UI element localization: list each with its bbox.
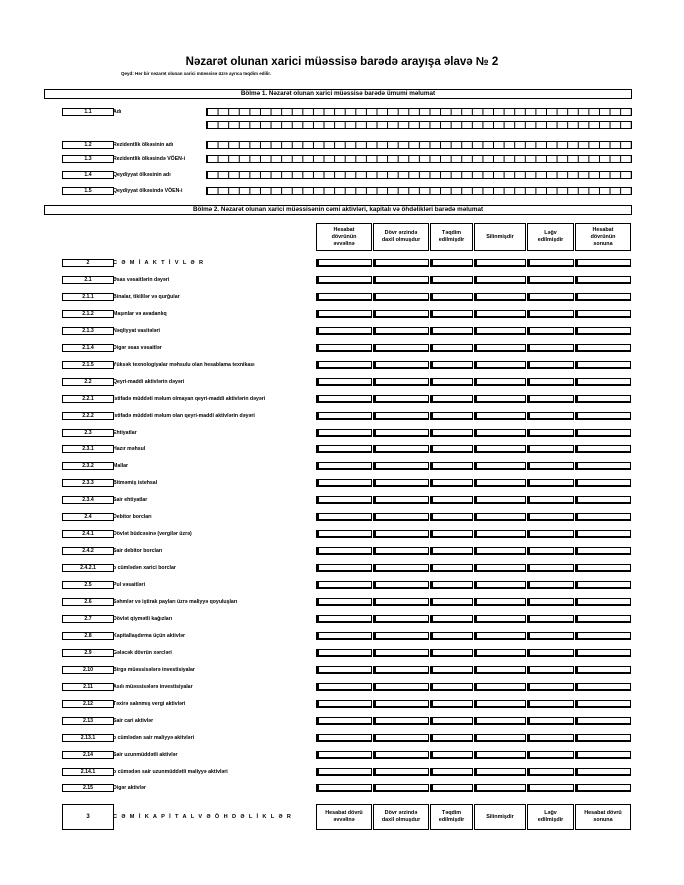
value-input-cell[interactable] bbox=[527, 581, 574, 589]
row-code: 2.1.2 bbox=[62, 310, 114, 318]
value-input-cell[interactable] bbox=[316, 344, 372, 352]
row-label: Yüksək texnologiyalar məhsulu olan hesablama texnikası bbox=[113, 362, 255, 368]
row-label: Hazır məhsul bbox=[113, 446, 146, 452]
value-input-cell[interactable] bbox=[474, 344, 526, 352]
value-input-cell[interactable] bbox=[430, 598, 473, 606]
value-input-cell[interactable] bbox=[575, 395, 631, 403]
row-label: Sair debitor borcları bbox=[113, 548, 163, 554]
value-input-cell[interactable] bbox=[575, 276, 631, 284]
value-input-cell[interactable] bbox=[474, 751, 526, 759]
page-title: Nəzarət olunan xarici müəssisə barədə arayışa əlavə № 2 bbox=[185, 56, 499, 68]
value-input-cell[interactable] bbox=[430, 513, 473, 521]
value-input-cell[interactable] bbox=[527, 564, 574, 572]
column-header: Hesabat dövrünün əvvəlinə bbox=[316, 223, 372, 251]
value-input-cell[interactable] bbox=[575, 378, 631, 386]
value-input-cell[interactable] bbox=[430, 378, 473, 386]
value-input-cell[interactable] bbox=[316, 496, 372, 504]
value-input-cell[interactable] bbox=[474, 734, 526, 742]
value-input-cell[interactable] bbox=[575, 784, 631, 792]
column-header: Silinmişdir bbox=[474, 223, 526, 251]
value-input-cell[interactable] bbox=[316, 615, 372, 623]
value-input-cell[interactable] bbox=[474, 513, 526, 521]
value-input-cell[interactable] bbox=[474, 784, 526, 792]
row-code: 2.3.2 bbox=[62, 462, 114, 470]
value-input-cell[interactable] bbox=[527, 361, 574, 369]
row-code: 2.4.2.1 bbox=[62, 564, 114, 572]
row-code: 2.14.1 bbox=[62, 768, 114, 776]
value-input-cell[interactable] bbox=[373, 479, 429, 487]
row-code: 2.4.2 bbox=[62, 547, 114, 555]
row-label: Mallar bbox=[113, 463, 128, 469]
value-input-cell[interactable] bbox=[527, 615, 574, 623]
row-code: 2.3.1 bbox=[62, 445, 114, 453]
value-input-cell[interactable] bbox=[474, 327, 526, 335]
value-input-cell[interactable] bbox=[575, 445, 631, 453]
value-input-cell[interactable] bbox=[474, 700, 526, 708]
row-label: Qeydiyyat ölkəsinin adı bbox=[113, 172, 171, 178]
value-input-cell[interactable] bbox=[430, 293, 473, 301]
section-2-heading: Bölmə 2. Nəzarət olunan xarici müəssisənin cəmi aktivləri, kapitalı və öhdəlikləri barədə məlumat bbox=[44, 205, 632, 215]
value-input-cell[interactable] bbox=[316, 327, 372, 335]
value-input-cell[interactable] bbox=[430, 784, 473, 792]
value-input-cell[interactable] bbox=[575, 734, 631, 742]
row-label: o cümədən sair uzunmüddətli maliyyə aktivləri bbox=[113, 769, 228, 775]
row-label: Rezidentlik ölkəsinin adı bbox=[113, 142, 174, 148]
value-input-cell[interactable] bbox=[373, 649, 429, 657]
value-input-cell[interactable] bbox=[474, 615, 526, 623]
total-row-label: C Ə M İ K A P İ T A L V Ə Ö H D Ə L İ K L Ə R bbox=[113, 814, 293, 820]
row-label: Digər aktivlər bbox=[113, 785, 146, 791]
value-input-cell[interactable] bbox=[373, 445, 429, 453]
value-input-cell[interactable] bbox=[527, 784, 574, 792]
value-input-cell[interactable] bbox=[474, 429, 526, 437]
value-input-cell[interactable] bbox=[430, 649, 473, 657]
value-input-cell[interactable] bbox=[373, 615, 429, 623]
value-input-cell[interactable] bbox=[316, 513, 372, 521]
row-label: Əsas vəsaitlərin dəyəri bbox=[113, 277, 170, 283]
value-input-cell[interactable] bbox=[373, 259, 429, 267]
value-input-cell[interactable] bbox=[575, 361, 631, 369]
value-input-cell[interactable] bbox=[430, 666, 473, 674]
row-label: Sair cari aktivlər bbox=[113, 718, 154, 724]
value-input-cell[interactable] bbox=[527, 445, 574, 453]
value-input-cell[interactable] bbox=[430, 768, 473, 776]
value-input-cell[interactable] bbox=[430, 700, 473, 708]
value-input-cell[interactable] bbox=[474, 361, 526, 369]
value-input-cell[interactable] bbox=[575, 530, 631, 538]
value-input-cell[interactable] bbox=[373, 666, 429, 674]
row-label: C Ə M İ A K T İ V L Ə R bbox=[113, 260, 205, 266]
char-input-cells[interactable] bbox=[206, 141, 632, 149]
row-code: 1.4 bbox=[62, 171, 114, 179]
value-input-cell[interactable] bbox=[430, 462, 473, 470]
value-input-cell[interactable] bbox=[527, 327, 574, 335]
value-input-cell[interactable] bbox=[575, 598, 631, 606]
row-code: 2.3.4 bbox=[62, 496, 114, 504]
value-input-cell[interactable] bbox=[474, 649, 526, 657]
value-input-cell[interactable] bbox=[430, 632, 473, 640]
row-code: 2.1.3 bbox=[62, 327, 114, 335]
row-code: 2.4 bbox=[62, 513, 114, 521]
row-label: Gələcək dövrün xərcləri bbox=[113, 650, 172, 656]
value-input-cell[interactable] bbox=[527, 276, 574, 284]
value-input-cell[interactable] bbox=[316, 378, 372, 386]
value-input-cell[interactable] bbox=[575, 344, 631, 352]
value-input-cell[interactable] bbox=[316, 530, 372, 538]
value-input-cell[interactable] bbox=[373, 768, 429, 776]
value-input-cell[interactable] bbox=[373, 598, 429, 606]
value-input-cell[interactable] bbox=[373, 683, 429, 691]
value-input-cell[interactable] bbox=[373, 412, 429, 420]
value-input-cell[interactable] bbox=[373, 327, 429, 335]
value-input-cell[interactable] bbox=[575, 429, 631, 437]
row-code: 2.15 bbox=[62, 784, 114, 792]
total-row-code: 3 bbox=[62, 804, 114, 830]
column-header: Ləğv edilmişdir bbox=[527, 223, 574, 251]
row-label: Sair ehtiyatlar bbox=[113, 497, 148, 503]
row-code: 1.1 bbox=[62, 108, 114, 116]
value-input-cell[interactable] bbox=[474, 462, 526, 470]
row-label: Adı bbox=[113, 109, 122, 115]
value-input-cell[interactable] bbox=[474, 259, 526, 267]
row-code: 2.10 bbox=[62, 666, 114, 674]
value-input-cell[interactable] bbox=[430, 564, 473, 572]
value-input-cell[interactable] bbox=[430, 344, 473, 352]
row-label: Səhmlər və iştirak payları üzrə maliyyə qoyuluşları bbox=[113, 599, 238, 605]
value-input-cell[interactable] bbox=[430, 547, 473, 555]
row-code: 2.1.4 bbox=[62, 344, 114, 352]
row-label: o cümlədən xarici borclar bbox=[113, 565, 176, 571]
row-code: 2.7 bbox=[62, 615, 114, 623]
value-input-cell[interactable] bbox=[575, 683, 631, 691]
row-code: 2.3.3 bbox=[62, 479, 114, 487]
value-input-cell[interactable] bbox=[316, 479, 372, 487]
value-input-cell[interactable] bbox=[575, 496, 631, 504]
value-input-cell[interactable] bbox=[373, 462, 429, 470]
value-input-cell[interactable] bbox=[316, 395, 372, 403]
value-input-cell[interactable] bbox=[474, 276, 526, 284]
value-input-cell[interactable] bbox=[474, 598, 526, 606]
value-input-cell[interactable] bbox=[430, 734, 473, 742]
value-input-cell[interactable] bbox=[316, 632, 372, 640]
value-input-cell[interactable] bbox=[474, 632, 526, 640]
row-label: Asılı müəssisələrə investisiyalar bbox=[113, 684, 193, 690]
value-input-cell[interactable] bbox=[575, 259, 631, 267]
row-label: Qeyri-maddi aktivlərin dəyəri bbox=[113, 379, 185, 385]
value-input-cell[interactable] bbox=[316, 361, 372, 369]
value-input-cell[interactable] bbox=[575, 632, 631, 640]
value-input-cell[interactable] bbox=[373, 344, 429, 352]
row-code: 2.2.1 bbox=[62, 395, 114, 403]
value-input-cell[interactable] bbox=[527, 310, 574, 318]
char-input-cells[interactable] bbox=[206, 108, 632, 116]
value-input-cell[interactable] bbox=[316, 751, 372, 759]
value-input-cell[interactable] bbox=[316, 412, 372, 420]
value-input-cell[interactable] bbox=[316, 564, 372, 572]
value-input-cell[interactable] bbox=[316, 784, 372, 792]
value-input-cell[interactable] bbox=[474, 412, 526, 420]
row-code: 2.3 bbox=[62, 429, 114, 437]
row-code: 2.9 bbox=[62, 649, 114, 657]
row-label: İstifadə müddəti məlum olan qeyri-maddi aktivlərin dəyəri bbox=[113, 413, 255, 419]
char-input-cells[interactable] bbox=[206, 187, 632, 195]
value-input-cell[interactable] bbox=[373, 496, 429, 504]
value-input-cell[interactable] bbox=[474, 564, 526, 572]
row-label: Birgə müəssisələrə investisiyalar bbox=[113, 667, 195, 673]
value-input-cell[interactable] bbox=[474, 310, 526, 318]
column-header: Hesabat dövrünün sonuna bbox=[575, 223, 631, 251]
row-label: o cümlədən sair maliyyə akitvləri bbox=[113, 735, 195, 741]
row-code: 2 bbox=[62, 259, 114, 267]
value-input-cell[interactable] bbox=[527, 530, 574, 538]
row-label: Dövlət büdcəsinə (vergilər üzrə) bbox=[113, 531, 192, 537]
form-note: Qeyd: Hər bir nəzarət olunan xarici müəssisə üzrə ayrıca təqdim edilir. bbox=[121, 71, 272, 76]
value-input-cell[interactable] bbox=[474, 293, 526, 301]
value-input-cell[interactable] bbox=[430, 530, 473, 538]
column-header: Dövr ərzində daxil olmuşdur bbox=[373, 223, 429, 251]
value-input-cell[interactable] bbox=[373, 700, 429, 708]
row-label: Sair uzunmüddətli aktivlər bbox=[113, 752, 178, 758]
value-input-cell[interactable] bbox=[575, 547, 631, 555]
value-input-cell[interactable] bbox=[527, 598, 574, 606]
value-input-cell[interactable] bbox=[474, 683, 526, 691]
value-input-cell[interactable] bbox=[430, 615, 473, 623]
row-code: 2.12 bbox=[62, 700, 114, 708]
value-input-cell[interactable] bbox=[527, 259, 574, 267]
value-input-cell[interactable] bbox=[430, 276, 473, 284]
row-code: 2.4.1 bbox=[62, 530, 114, 538]
value-input-cell[interactable] bbox=[527, 395, 574, 403]
value-input-cell[interactable] bbox=[316, 734, 372, 742]
value-input-cell[interactable] bbox=[430, 429, 473, 437]
row-label: Debitor borcları bbox=[113, 514, 152, 520]
row-label: Təxirə salınmış vergi aktivləri bbox=[113, 701, 186, 707]
total-column-header: Ləğv edilmişdir bbox=[527, 804, 574, 830]
value-input-cell[interactable] bbox=[430, 496, 473, 504]
value-input-cell[interactable] bbox=[373, 429, 429, 437]
row-code: 2.11 bbox=[62, 683, 114, 691]
char-input-cells[interactable] bbox=[206, 171, 632, 179]
value-input-cell[interactable] bbox=[474, 547, 526, 555]
row-code: 2.1.1 bbox=[62, 293, 114, 301]
value-input-cell[interactable] bbox=[316, 259, 372, 267]
value-input-cell[interactable] bbox=[527, 412, 574, 420]
row-label: Rezidentlik ölkəsində VÖEN-i bbox=[113, 156, 186, 162]
value-input-cell[interactable] bbox=[316, 683, 372, 691]
value-input-cell[interactable] bbox=[575, 581, 631, 589]
value-input-cell[interactable] bbox=[316, 649, 372, 657]
value-input-cell[interactable] bbox=[474, 666, 526, 674]
value-input-cell[interactable] bbox=[430, 259, 473, 267]
value-input-cell[interactable] bbox=[575, 479, 631, 487]
value-input-cell[interactable] bbox=[474, 395, 526, 403]
row-label: İstifadə müddəti məlum olmayan qeyri-maddi aktivlərin dəyəri bbox=[113, 396, 266, 402]
value-input-cell[interactable] bbox=[316, 598, 372, 606]
value-input-cell[interactable] bbox=[575, 564, 631, 572]
value-input-cell[interactable] bbox=[430, 683, 473, 691]
value-input-cell[interactable] bbox=[527, 666, 574, 674]
value-input-cell[interactable] bbox=[373, 395, 429, 403]
row-label: Binalar, tikililər və qurğular bbox=[113, 294, 180, 300]
value-input-cell[interactable] bbox=[575, 412, 631, 420]
value-input-cell[interactable] bbox=[373, 564, 429, 572]
value-input-cell[interactable] bbox=[527, 293, 574, 301]
value-input-cell[interactable] bbox=[527, 496, 574, 504]
row-code: 2.2 bbox=[62, 378, 114, 386]
value-input-cell[interactable] bbox=[527, 768, 574, 776]
row-label: Maşınlar və avadanlıq bbox=[113, 311, 167, 317]
row-label: Ehtiyatlar bbox=[113, 430, 137, 436]
value-input-cell[interactable] bbox=[316, 666, 372, 674]
value-input-cell[interactable] bbox=[527, 649, 574, 657]
row-code: 2.13.1 bbox=[62, 734, 114, 742]
total-column-header: Hesabat dövrü sonuna bbox=[575, 804, 631, 830]
total-column-header: Təqdim edilmişdir bbox=[430, 804, 473, 830]
value-input-cell[interactable] bbox=[316, 310, 372, 318]
value-input-cell[interactable] bbox=[316, 429, 372, 437]
value-input-cell[interactable] bbox=[474, 581, 526, 589]
row-code: 1.2 bbox=[62, 141, 114, 149]
value-input-cell[interactable] bbox=[430, 581, 473, 589]
value-input-cell[interactable] bbox=[373, 293, 429, 301]
value-input-cell[interactable] bbox=[373, 547, 429, 555]
value-input-cell[interactable] bbox=[373, 751, 429, 759]
total-column-header: Silinmişdir bbox=[474, 804, 526, 830]
char-input-cells[interactable] bbox=[206, 121, 632, 129]
value-input-cell[interactable] bbox=[430, 395, 473, 403]
value-input-cell[interactable] bbox=[316, 547, 372, 555]
value-input-cell[interactable] bbox=[430, 751, 473, 759]
value-input-cell[interactable] bbox=[373, 784, 429, 792]
value-input-cell[interactable] bbox=[527, 683, 574, 691]
value-input-cell[interactable] bbox=[575, 717, 631, 725]
row-label: Dövlət qiymətli kağızları bbox=[113, 616, 173, 622]
value-input-cell[interactable] bbox=[474, 717, 526, 725]
value-input-cell[interactable] bbox=[373, 581, 429, 589]
row-code: 2.1 bbox=[62, 276, 114, 284]
value-input-cell[interactable] bbox=[527, 717, 574, 725]
value-input-cell[interactable] bbox=[430, 327, 473, 335]
value-input-cell[interactable] bbox=[527, 513, 574, 521]
value-input-cell[interactable] bbox=[430, 479, 473, 487]
char-input-cells[interactable] bbox=[206, 155, 632, 163]
value-input-cell[interactable] bbox=[316, 768, 372, 776]
value-input-cell[interactable] bbox=[474, 768, 526, 776]
value-input-cell[interactable] bbox=[316, 700, 372, 708]
value-input-cell[interactable] bbox=[316, 293, 372, 301]
row-code: 2.8 bbox=[62, 632, 114, 640]
value-input-cell[interactable] bbox=[474, 530, 526, 538]
row-label: Qeydiyyat ölkəsində VÖEN-i bbox=[113, 188, 183, 194]
row-code: 2.14 bbox=[62, 751, 114, 759]
value-input-cell[interactable] bbox=[575, 462, 631, 470]
value-input-cell[interactable] bbox=[575, 649, 631, 657]
value-input-cell[interactable] bbox=[575, 615, 631, 623]
row-label: Digər əsas vəsaitlər bbox=[113, 345, 162, 351]
value-input-cell[interactable] bbox=[575, 768, 631, 776]
row-code: 1.3 bbox=[62, 155, 114, 163]
value-input-cell[interactable] bbox=[527, 751, 574, 759]
value-input-cell[interactable] bbox=[373, 378, 429, 386]
value-input-cell[interactable] bbox=[430, 361, 473, 369]
value-input-cell[interactable] bbox=[316, 276, 372, 284]
row-code: 2.2.2 bbox=[62, 412, 114, 420]
value-input-cell[interactable] bbox=[474, 496, 526, 504]
value-input-cell[interactable] bbox=[527, 479, 574, 487]
value-input-cell[interactable] bbox=[575, 327, 631, 335]
row-label: Nəqliyyat vasitələri bbox=[113, 328, 161, 334]
value-input-cell[interactable] bbox=[474, 378, 526, 386]
value-input-cell[interactable] bbox=[575, 751, 631, 759]
row-code: 2.5 bbox=[62, 581, 114, 589]
row-code: 2.13 bbox=[62, 717, 114, 725]
value-input-cell[interactable] bbox=[430, 412, 473, 420]
value-input-cell[interactable] bbox=[430, 310, 473, 318]
section-1-heading: Bölmə 1. Nəzarət olunan xarici müəssisə barədə ümumi məlumat bbox=[44, 89, 632, 99]
value-input-cell[interactable] bbox=[474, 445, 526, 453]
value-input-cell[interactable] bbox=[373, 276, 429, 284]
value-input-cell[interactable] bbox=[527, 700, 574, 708]
row-code: 2.1.5 bbox=[62, 361, 114, 369]
value-input-cell[interactable] bbox=[527, 734, 574, 742]
value-input-cell[interactable] bbox=[474, 479, 526, 487]
value-input-cell[interactable] bbox=[575, 310, 631, 318]
value-input-cell[interactable] bbox=[430, 445, 473, 453]
total-column-header: Dövr ərzində daxil olmuşdur bbox=[373, 804, 429, 830]
value-input-cell[interactable] bbox=[373, 361, 429, 369]
value-input-cell[interactable] bbox=[527, 344, 574, 352]
value-input-cell[interactable] bbox=[527, 462, 574, 470]
value-input-cell[interactable] bbox=[316, 581, 372, 589]
value-input-cell[interactable] bbox=[430, 717, 473, 725]
row-label: Pul vəsaitləri bbox=[113, 582, 146, 588]
column-header: Təqdim edilmişdir bbox=[430, 223, 473, 251]
value-input-cell[interactable] bbox=[575, 513, 631, 521]
row-code: 1.5 bbox=[62, 187, 114, 195]
value-input-cell[interactable] bbox=[527, 547, 574, 555]
value-input-cell[interactable] bbox=[316, 717, 372, 725]
total-column-header: Hesabat dövrü əvvəlinə bbox=[316, 804, 372, 830]
value-input-cell[interactable] bbox=[373, 632, 429, 640]
value-input-cell[interactable] bbox=[373, 310, 429, 318]
value-input-cell[interactable] bbox=[527, 429, 574, 437]
row-code: 2.6 bbox=[62, 598, 114, 606]
value-input-cell[interactable] bbox=[373, 734, 429, 742]
row-label: Kapitallaşdırma üçün aktivlər bbox=[113, 633, 186, 639]
row-label: Bitməmiş istehsal bbox=[113, 480, 158, 486]
value-input-cell[interactable] bbox=[316, 445, 372, 453]
value-input-cell[interactable] bbox=[316, 462, 372, 470]
value-input-cell[interactable] bbox=[527, 632, 574, 640]
value-input-cell[interactable] bbox=[527, 378, 574, 386]
value-input-cell[interactable] bbox=[575, 666, 631, 674]
value-input-cell[interactable] bbox=[373, 717, 429, 725]
value-input-cell[interactable] bbox=[575, 293, 631, 301]
value-input-cell[interactable] bbox=[373, 513, 429, 521]
value-input-cell[interactable] bbox=[373, 530, 429, 538]
value-input-cell[interactable] bbox=[575, 700, 631, 708]
